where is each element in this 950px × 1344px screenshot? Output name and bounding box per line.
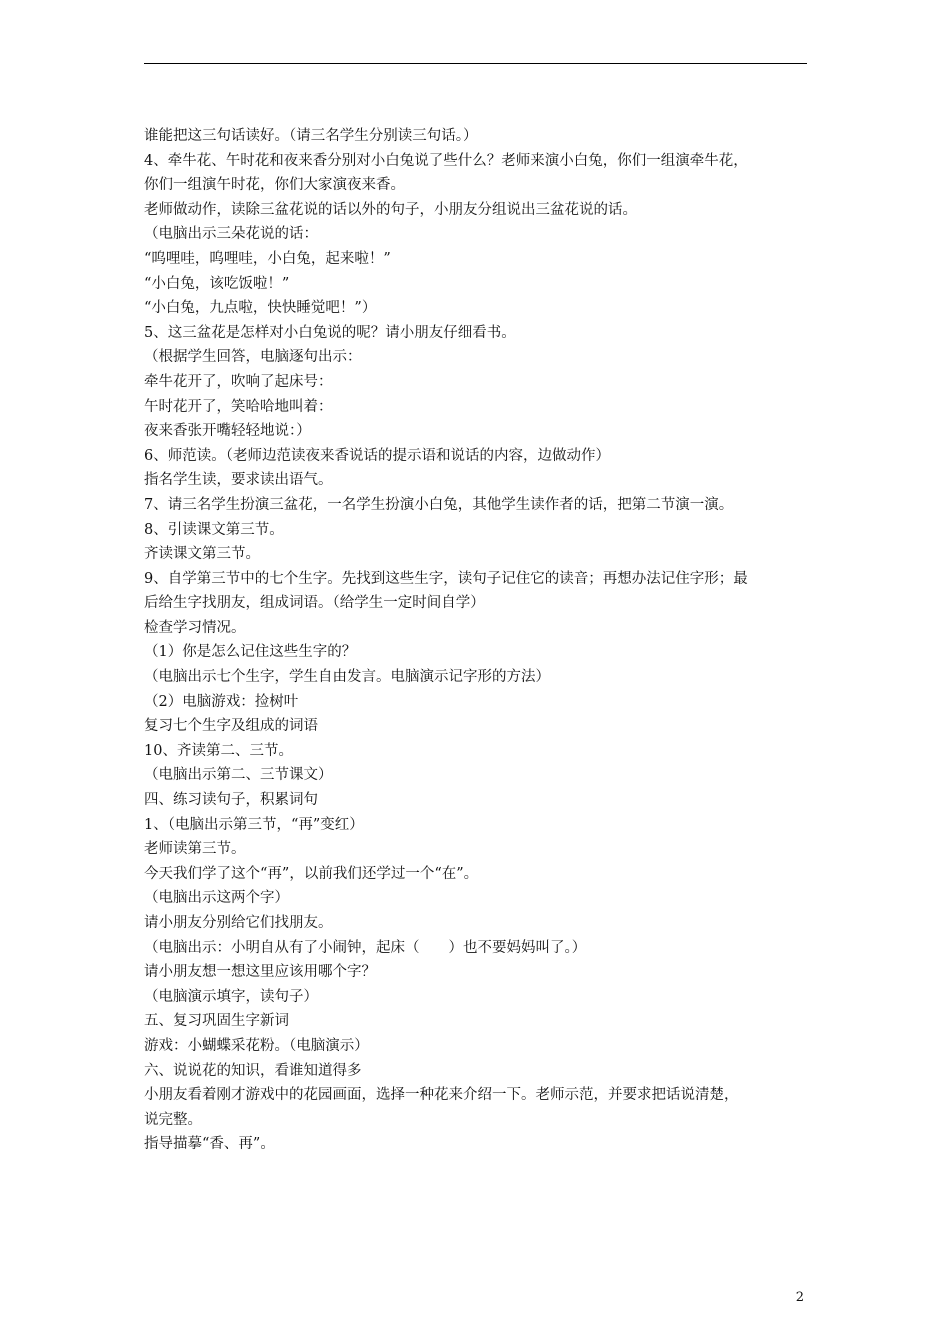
text-line: （电脑出示这两个字） [144, 890, 289, 907]
text-line: “小白兔，该吃饭啦！” [144, 275, 290, 292]
text-line: （2）电脑游戏：捡树叶 [144, 693, 299, 710]
text-line: 复习七个生字及组成的词语 [144, 718, 318, 735]
text-line: 8、引读课文第三节。 [144, 521, 284, 538]
text-line: 五、复习巩固生字新词 [144, 1013, 289, 1030]
text-line: 游戏：小蝴蝶采花粉。（电脑演示） [144, 1037, 369, 1054]
text-line: 午时花开了，笑哈哈地叫着： [144, 398, 333, 415]
text-line: 齐读课文第三节。 [144, 546, 260, 563]
text-line: 夜来香张开嘴轻轻地说：） [144, 423, 311, 440]
text-line: 请小朋友分别给它们找朋友。 [144, 915, 333, 931]
text-line: 谁能把这三句话读好。（请三名学生分别读三句话。） [144, 128, 478, 144]
text-line: 你们一组演午时花，你们大家演夜来香。 [144, 177, 405, 194]
text-line: 六、说说花的知识，看谁知道得多 [144, 1062, 362, 1079]
text-line: 今天我们学了这个“再”，以前我们还学过一个“在”。 [144, 865, 479, 882]
text-line: （电脑出示七个生字，学生自由发言。电脑演示记字形的方法） [144, 669, 550, 686]
text-line: （电脑出示：小明自从有了小闹钟，起床（ ）也不要妈妈叫了。） [144, 939, 587, 956]
page-number: 2 [795, 1290, 804, 1305]
text-line: 5、这三盆花是怎样对小白兔说的呢？请小朋友仔细看书。 [144, 324, 516, 341]
text-line: 后给生字找朋友，组成词语。（给学生一定时间自学） [144, 595, 485, 612]
text-line: （电脑出示三朵花说的话： [144, 226, 318, 243]
text-line: 老师读第三节。 [144, 841, 246, 858]
text-line: 1、（电脑出示第三节，“再”变红） [144, 816, 364, 833]
text-line: 请小朋友想一想这里应该用哪个字？ [144, 964, 376, 981]
header-rule [144, 63, 807, 64]
text-line: （电脑演示填字，读句子） [144, 988, 318, 1005]
text-line: 老师做动作，读除三盆花说的话以外的句子，小朋友分组说出三盆花说的话。 [144, 201, 637, 218]
text-line: 指导描摹“香、再”。 [144, 1136, 275, 1153]
text-line: 7、请三名学生扮演三盆花，一名学生扮演小白兔，其他学生读作者的话，把第二节演一演。 [144, 496, 734, 513]
text-line: 指名学生读，要求读出语气。 [144, 472, 333, 489]
text-line: 说完整。 [144, 1111, 202, 1128]
text-line: “呜哩哇，呜哩哇，小白兔，起来啦！” [144, 250, 391, 267]
text-line: （1）你是怎么记住这些生字的？ [144, 644, 357, 661]
text-line: 4、牵牛花、午时花和夜来香分别对小白兔说了些什么？老师来演小白兔，你们一组演牵牛花， [144, 152, 748, 169]
text-line: 小朋友看着刚才游戏中的花园画面，选择一种花来介绍一下。老师示范，并要求把话说清楚， [144, 1087, 739, 1104]
text-line: 6、师范读。（老师边范读夜来香说话的提示语和说话的内容，边做动作） [144, 447, 610, 464]
text-line: “小白兔，九点啦，快快睡觉吧！”） [144, 300, 377, 317]
text-line: 检查学习情况。 [144, 619, 246, 636]
text-line: 9、自学第三节中的七个生字。先找到这些生字，读句子记住它的读音；再想办法记住字形；最 [144, 570, 748, 587]
text-line: （电脑出示第二、三节课文） [144, 767, 333, 784]
text-line: 牵牛花开了，吹响了起床号： [144, 373, 333, 390]
document-body [144, 124, 810, 1157]
text-line: 10、齐读第二、三节。 [144, 742, 293, 759]
text-line: （根据学生回答，电脑逐句出示： [144, 349, 362, 366]
text-line: 四、练习读句子，积累词句 [144, 792, 318, 809]
